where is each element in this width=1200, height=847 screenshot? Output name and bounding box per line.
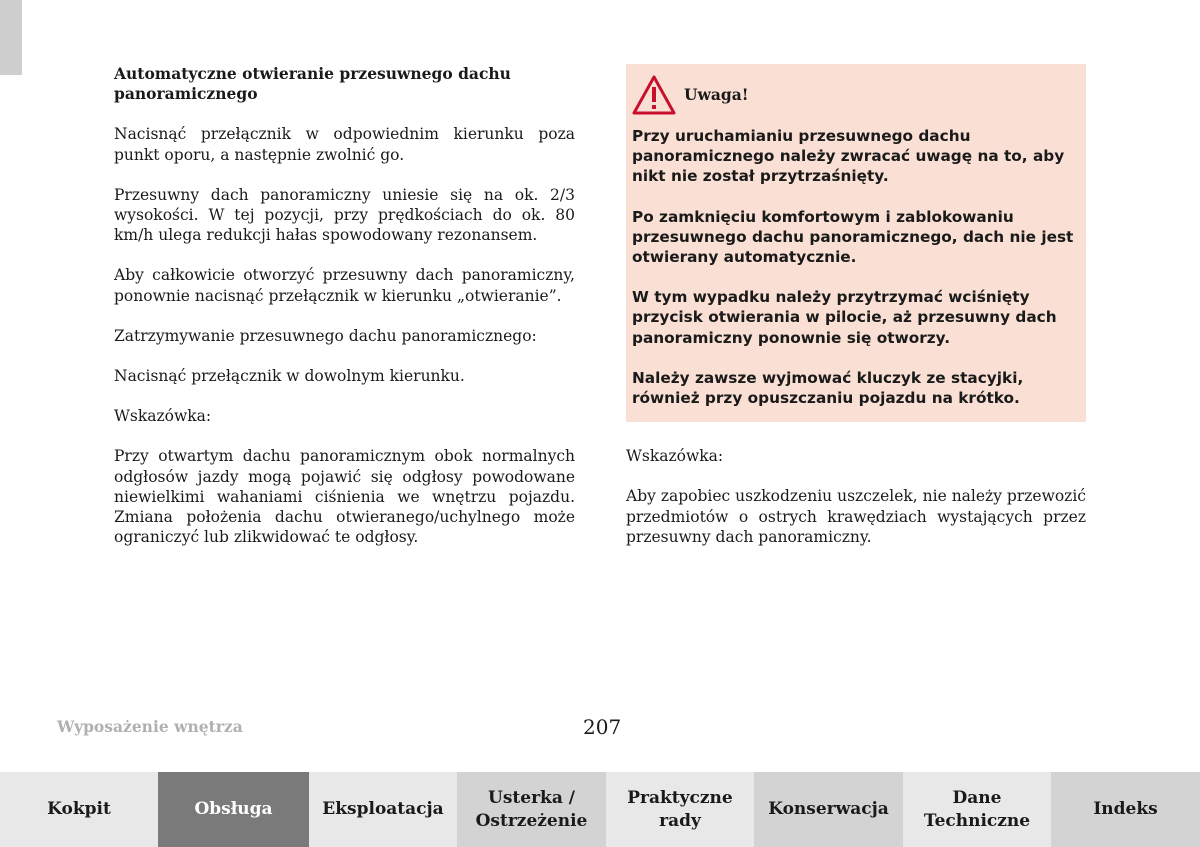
tab-eksploatacja[interactable] [309, 772, 457, 847]
body-paragraph: Przy otwartym dachu panoramicznym obok normalnych odgłosów jazdy mogą pojawić się odgłosy powodowane niewielkimi wahaniami ciśnienia we wnętrzu pojazdu. Zmiana położenia dachu otwieranego/uchylnego może ograniczyć lub zlikwidować te odgłosy. [114, 447, 575, 547]
warning-header [632, 74, 1078, 116]
body-paragraph: Przesuwny dach panoramiczny uniesie się na ok. 2/3 wysokości. W tej pozycji, przy prędkościach do ok. 80 km/h ulega redukcji hałas spowodowany rezonansem. [114, 185, 575, 245]
tab-kokpit[interactable] [0, 772, 158, 847]
tab-label: Kokpit [47, 799, 111, 819]
body-paragraph: Zatrzymywanie przesuwnego dachu panoramicznego: [114, 326, 537, 345]
body-paragraph: Nacisnąć przełącznik w odpowiednim kierunku poza punkt oporu, a następnie zwolnić go. [114, 125, 575, 164]
note-label: Wskazówka: [114, 407, 212, 426]
tab-obsluga[interactable] [158, 772, 309, 847]
warning-paragraph: Należy zawsze wyjmować kluczyk ze stacyjki, również przy opuszczaniu pojazdu na krótko. [632, 368, 1024, 408]
page-number: 207 [583, 715, 622, 739]
tab-label [627, 787, 732, 833]
right-note [626, 446, 1086, 547]
tab-dane-techniczne[interactable] [903, 772, 1051, 847]
warning-triangle-icon [632, 75, 676, 115]
left-column [114, 64, 575, 567]
note-label: Wskazówka: [626, 447, 724, 466]
warning-title: Uwaga! [684, 84, 749, 104]
chapter-tab-bar [0, 772, 1200, 847]
footer-section-title: Wyposażenie wnętrza [57, 717, 243, 736]
tab-label: Obsługa [194, 799, 273, 819]
warning-paragraph: Przy uruchamianiu przesuwnego dachu panoramicznego należy zwracać uwagę na to, aby nikt nie został przytrzaśnięty. [632, 127, 1065, 186]
right-column [626, 64, 1086, 567]
tab-praktyczne-rady[interactable] [606, 772, 754, 847]
tab-label: Indeks [1093, 799, 1158, 819]
tab-usterka-ostrzezenie[interactable] [457, 772, 606, 847]
tab-konserwacja[interactable] [754, 772, 903, 847]
warning-box [626, 64, 1086, 422]
warning-paragraph: Po zamknięciu komfortowym i zablokowaniu przesuwnego dachu panoramicznego, dach nie jest otwierany automatycznie. [632, 207, 1074, 267]
tab-label: Konserwacja [768, 799, 889, 819]
section-heading: Automatyczne otwieranie przesuwnego dachu panoramicznego [114, 64, 511, 104]
tab-label-line: Usterka / [488, 787, 575, 808]
tab-label-line: Dane [952, 787, 1002, 808]
note-text: Aby zapobiec uszkodzeniu uszczelek, nie należy przewozić przedmiotów o ostrych krawędziach wystających przez przesuwny dach panoramiczny. [626, 487, 1086, 546]
tab-label-line: Praktyczne [627, 787, 733, 808]
tab-label [924, 787, 1030, 833]
warning-paragraph: W tym wypadku należy przytrzymać wciśnięty przycisk otwierania w pilocie, aż przesuwny dach panoramiczny ponownie się otworzy. [632, 288, 1057, 347]
tab-label [476, 787, 588, 833]
tab-indeks[interactable] [1051, 772, 1200, 847]
page-corner-marker [0, 0, 22, 75]
tab-label-line: rady [659, 810, 701, 831]
tab-label-line: Ostrzeżenie [475, 810, 588, 831]
tab-label-line: Techniczne [923, 810, 1031, 831]
body-paragraph: Aby całkowicie otworzyć przesuwny dach panoramiczny, ponownie nacisnąć przełącznik w kierunku „otwieranie”. [114, 266, 575, 305]
tab-label: Eksploatacja [322, 799, 444, 819]
body-paragraph: Nacisnąć przełącznik w dowolnym kierunku. [114, 367, 465, 386]
